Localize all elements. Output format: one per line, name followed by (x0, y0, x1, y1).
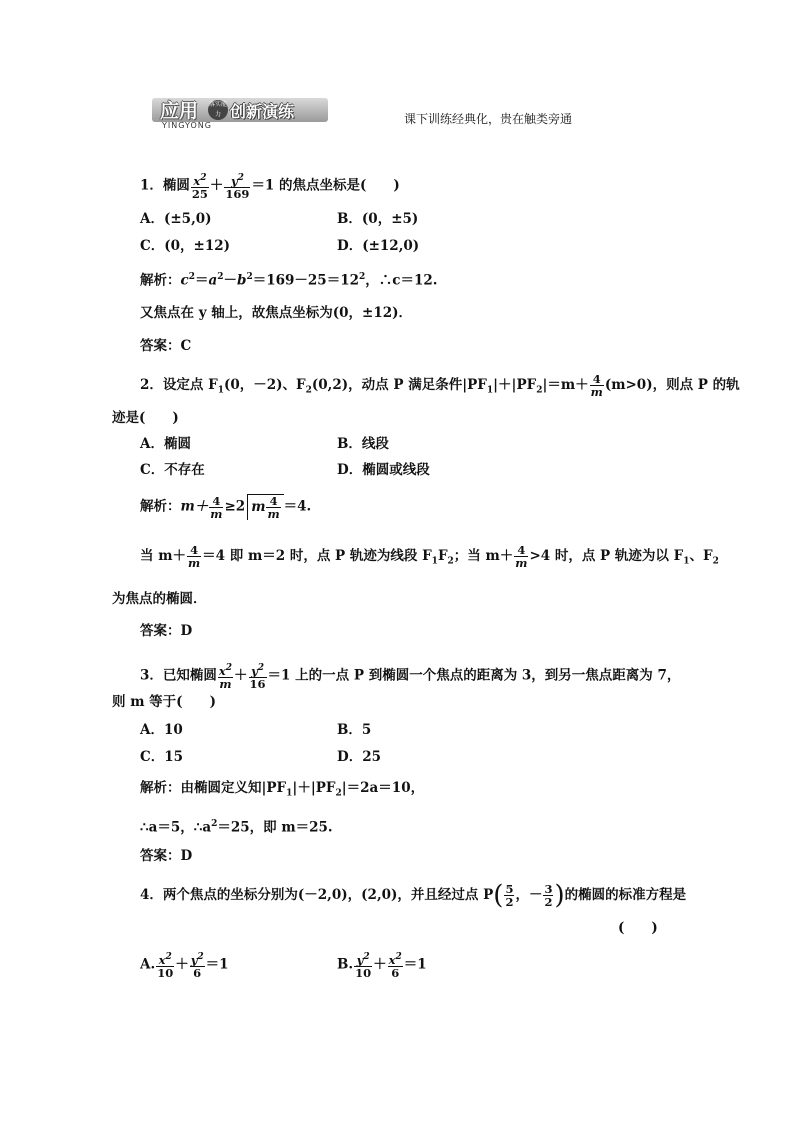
fraction: $\frac{5}{2}$ (505, 882, 514, 909)
q1-number: 1． (140, 177, 163, 194)
sqrt-symbol: m $\frac{4}{m}$ (247, 494, 283, 520)
fraction: $\frac{4}{m}$ (515, 543, 528, 570)
badge-yingyong: 应用 (160, 100, 199, 122)
q3-solution-line2: ∴a＝5，$\therefore a^2=25$，即 m＝25. (140, 819, 333, 836)
q3-option-c[interactable]: C．15 (140, 749, 184, 765)
q1-text-end: ＝1 的焦点坐标是( ) (251, 177, 400, 194)
fraction: $\frac{y^2}{169}$ (225, 173, 250, 201)
q3-stem: 3．已知椭圆 $\frac{x^2}{m}$ ＋ $\frac{y^2}{16}$ ＝1 上的一点 P 到椭圆一个焦点的距离为 3，到另一焦点距离为 7， (140, 663, 681, 691)
q2-option-b[interactable]: B．线段 (337, 436, 389, 452)
fraction: $\frac{3}{2}$ (544, 882, 553, 909)
q1-option-d[interactable]: D．(±12,0) (337, 238, 420, 254)
q1-option-c[interactable]: C．(0，±12) (140, 238, 231, 254)
q3-option-d[interactable]: D．25 (337, 749, 381, 765)
fraction: $\frac{y^2}{16}$ (249, 663, 266, 691)
q2-stem: 2．设定点 $F_1(0$，－2)、$F_2(0,2)$，动点 P 满足条件$|PF_1|+|PF_2|=m+$ $\frac{4}{m}$ (m>0)，则点 P 的轨 (140, 372, 740, 399)
q4-option-a[interactable]: A. $\frac{x^2}{10}$ ＋ $\frac{y^2}{6}$ ＝1 (140, 952, 229, 980)
q1-option-b[interactable]: B．(0，±5) (337, 211, 419, 227)
q3-option-b[interactable]: B．5 (337, 722, 372, 738)
q1-solution: 解析：$c^2=a^2-b^2=169-25=12^2$，∴c＝12. (140, 272, 438, 289)
fraction: $\frac{x^2}{25}$ (191, 173, 208, 201)
q1-stem: 1．椭圆 $\frac{x^2}{25}$ ＋ $\frac{y^2}{169}$ ＝1 的焦点坐标是( ) (140, 173, 400, 201)
q1-text: 椭圆 (162, 177, 190, 194)
q2-option-d[interactable]: D．椭圆或线段 (337, 462, 430, 478)
header-tagline: 课下训练经典化，贵在触类旁通 (404, 112, 573, 126)
q4-stem: 4．两个焦点的坐标分别为(－2,0)，(2,0)，并且经过点 P( $\frac{5}{2}$ ，－ $\frac{3}{2}$ )的椭圆的标准方程是 (140, 880, 687, 911)
q4-answer-paren: ( ) (618, 920, 658, 936)
badge-title: 创新演练 (230, 102, 295, 121)
header-badge (152, 94, 328, 130)
fraction: $\frac{4}{m}$ (187, 543, 201, 570)
q2-solution-line3: 为焦点的椭圆． (112, 591, 207, 607)
fraction: $\frac{x^2}{6}$ (388, 952, 402, 980)
fraction: $\frac{4}{m}$ (210, 493, 223, 521)
q1-solution-line2: 又焦点在 y 轴上，故焦点坐标为(0，±12)． (140, 305, 413, 321)
q2-solution-line2: 当 m＋ $\frac{4}{m}$ ＝4 即 m＝2 时，点 P 轨迹为线段 $F_1F_2$；当 m＋ $\frac{4}{m}$ >4 时，点 P 轨迹为以 $F_1$、$F_2$ (140, 543, 719, 570)
badge-pinyin: YINGYONG (162, 121, 212, 130)
q3-solution: 解析：由椭圆定义知$|PF_1|+|PF_2|=2a=10$， (140, 780, 425, 799)
q2-answer: 答案：D (140, 623, 193, 639)
q2-stem-line2: 迹是( ) (112, 410, 179, 426)
q3-stem-line2: 则 m 等于( ) (112, 694, 216, 710)
fraction: $\frac{4}{m}$ (590, 372, 603, 399)
q1-option-a[interactable]: A．(±5,0) (140, 211, 212, 227)
q3-option-a[interactable]: A．10 (140, 722, 183, 738)
q1-answer: 答案：C (140, 338, 192, 354)
fraction: $\frac{x^2}{m}$ (218, 663, 233, 691)
fraction: $\frac{x^2}{10}$ (157, 952, 174, 980)
q2-option-c[interactable]: C．不存在 (140, 462, 205, 478)
gear-icon: 落实能力 (208, 101, 227, 118)
q2-solution: 解析：m＋ $\frac{4}{m}$ ≥2 m $\frac{4}{m}$ ＝4. (140, 493, 312, 521)
fraction: $\frac{y^2}{6}$ (190, 952, 204, 980)
q2-option-a[interactable]: A．椭圆 (140, 436, 191, 452)
q3-answer: 答案：D (140, 848, 193, 864)
fraction: $\frac{y^2}{10}$ (355, 952, 372, 980)
q4-option-b[interactable]: B. $\frac{y^2}{10}$ ＋ $\frac{x^2}{6}$ ＝1 (337, 952, 427, 980)
